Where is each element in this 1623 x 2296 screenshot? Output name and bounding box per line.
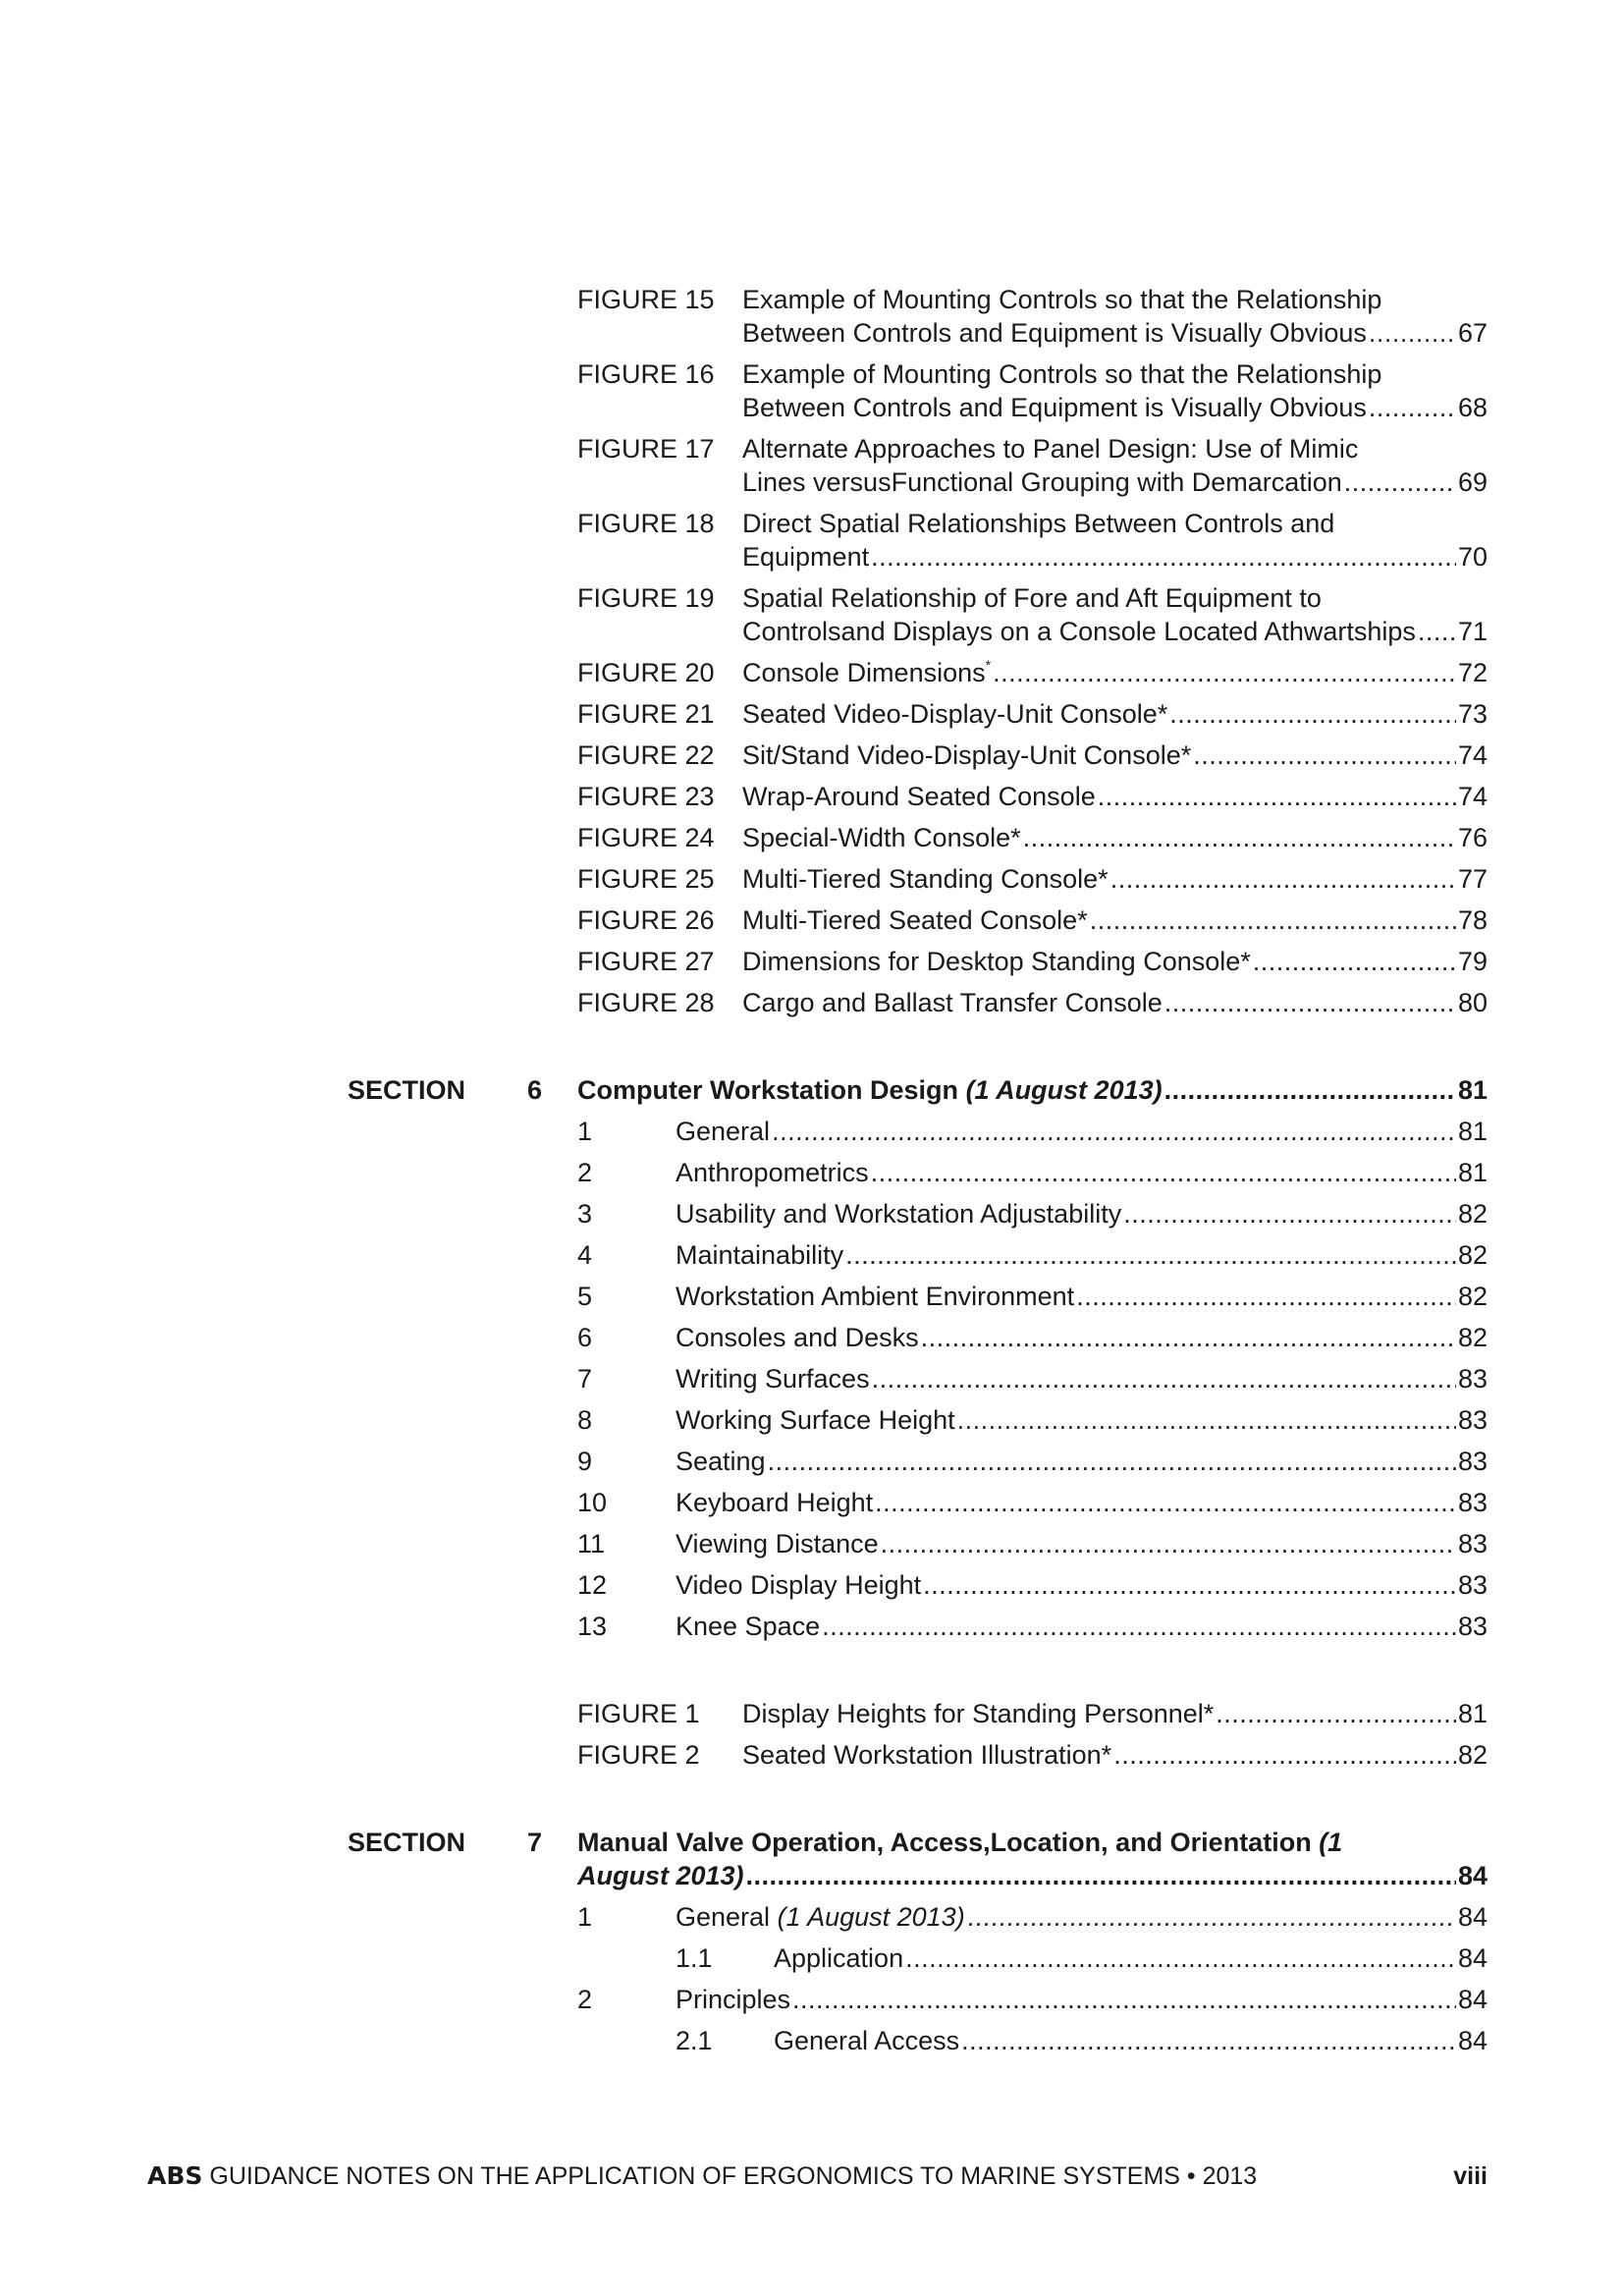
figure-title-line1: Alternate Approaches to Panel Design: Use of Mimic — [742, 434, 1359, 464]
toc-item[interactable] — [577, 1527, 1488, 1560]
toc-item[interactable] — [577, 1568, 1488, 1602]
toc-figure-entry[interactable] — [577, 656, 1488, 689]
section-date-part1: (1 — [1319, 1828, 1343, 1857]
page-number: 80 — [1457, 988, 1488, 1017]
item-number: 1 — [577, 1117, 593, 1146]
toc-item[interactable] — [577, 1610, 1488, 1643]
item-title: Consoles and Desks — [676, 1323, 919, 1352]
figure-label: FIGURE 19 — [577, 583, 715, 613]
toc-figure-entry[interactable] — [577, 738, 1488, 772]
toc-item[interactable] — [577, 1115, 1488, 1148]
item-title: Working Surface Height — [676, 1405, 955, 1435]
item-title: Writing Surfaces — [676, 1364, 870, 1394]
item-number: 9 — [577, 1447, 593, 1476]
toc-figure-entry[interactable] — [577, 1697, 1488, 1730]
item-title: Usability and Workstation Adjustability — [676, 1199, 1122, 1229]
section-date-part2: August 2013) — [577, 1861, 744, 1890]
toc-figure-entry[interactable] — [577, 780, 1488, 813]
page-number: 76 — [1457, 823, 1488, 852]
item-title: General — [676, 1902, 778, 1932]
footer-title: GUIDANCE NOTES ON THE APPLICATION OF ERGONOMICS TO MARINE SYSTEMS • 2013 — [202, 2162, 1258, 2190]
page-number: 72 — [1457, 658, 1488, 687]
page-number: 83 — [1457, 1612, 1488, 1641]
toc-figure-entry[interactable] — [577, 821, 1488, 854]
item-number: 5 — [577, 1282, 593, 1311]
toc-item[interactable] — [577, 1403, 1488, 1437]
item-title: Application — [774, 1943, 904, 1973]
page-number: 83 — [1457, 1364, 1488, 1394]
figure-label: FIGURE 26 — [577, 905, 715, 935]
item-number: 12 — [577, 1570, 608, 1600]
toc-figure-entry[interactable] — [577, 357, 1488, 424]
item-title: Viewing Distance — [676, 1529, 879, 1558]
page-number: 84 — [1457, 1985, 1488, 2014]
page-number: 67 — [1457, 318, 1488, 348]
item-title: Seating — [676, 1447, 766, 1476]
footnote-marker: * — [985, 657, 992, 673]
figure-label: FIGURE 22 — [577, 740, 715, 770]
item-title: Video Display Height — [676, 1570, 922, 1600]
figure-title: Multi-Tiered Seated Console* — [742, 905, 1088, 935]
page-number: 82 — [1457, 1323, 1488, 1352]
section-number: 7 — [527, 1828, 543, 1857]
page-number: 83 — [1457, 1447, 1488, 1476]
page-number: 68 — [1457, 393, 1488, 422]
page-number: 84 — [1457, 1943, 1488, 1973]
item-number: 1.1 — [676, 1943, 713, 1973]
page-number: 82 — [1457, 1199, 1488, 1229]
page-number: 77 — [1457, 864, 1488, 894]
toc-figure-entry[interactable] — [577, 903, 1488, 937]
figure-title-line2: Between Controls and Equipment is Visually Obvious — [742, 318, 1367, 348]
item-title: Maintainability — [676, 1240, 844, 1270]
figure-label: FIGURE 1 — [577, 1699, 700, 1728]
item-number: 6 — [577, 1323, 593, 1352]
toc-figure-entry[interactable] — [577, 945, 1488, 978]
figure-title: Multi-Tiered Standing Console* — [742, 864, 1109, 894]
figure-title: Console Dimensions — [742, 658, 986, 687]
item-number: 13 — [577, 1612, 608, 1641]
figure-label: FIGURE 18 — [577, 509, 715, 538]
figure-title-line1: Spatial Relationship of Fore and Aft Equipment to — [742, 583, 1322, 613]
page-number: 81 — [1457, 1075, 1488, 1105]
figure-title: Special-Width Console* — [742, 823, 1021, 852]
page-number: 82 — [1457, 1240, 1488, 1270]
section-title: Computer Workstation Design — [577, 1075, 959, 1105]
page-number-footer: viii — [1453, 2162, 1488, 2190]
figure-title-line1: Direct Spatial Relationships Between Controls and — [742, 509, 1335, 538]
figure-title: Display Heights for Standing Personnel* — [742, 1699, 1215, 1728]
figure-label: FIGURE 21 — [577, 699, 715, 729]
toc-figure-entry[interactable] — [577, 283, 1488, 350]
figure-title-line2: Lines versusFunctional Grouping with Demarcation — [742, 467, 1342, 497]
page-number: 83 — [1457, 1405, 1488, 1435]
figure-label: FIGURE 15 — [577, 285, 715, 314]
item-number: 3 — [577, 1199, 593, 1229]
toc-subitem[interactable] — [676, 1941, 1488, 1975]
figure-label: FIGURE 2 — [577, 1740, 700, 1770]
abs-logo-text: ABS — [147, 2161, 203, 2190]
figure-label: FIGURE 23 — [577, 782, 715, 811]
toc-figure-entry[interactable] — [577, 862, 1488, 896]
item-number: 11 — [577, 1529, 606, 1558]
toc-figure-entry[interactable] — [577, 697, 1488, 731]
figure-label: FIGURE 16 — [577, 359, 715, 389]
section-date: (1 August 2013) — [965, 1075, 1163, 1105]
item-title: Knee Space — [676, 1612, 821, 1641]
toc-subitem[interactable] — [676, 2024, 1488, 2057]
figure-label: FIGURE 20 — [577, 658, 715, 687]
figure-label: FIGURE 17 — [577, 434, 715, 464]
toc-item[interactable] — [577, 1238, 1488, 1272]
toc-figure-entry[interactable] — [577, 432, 1488, 499]
page-number: 83 — [1457, 1488, 1488, 1517]
toc-item[interactable] — [577, 1983, 1488, 2016]
page-number: 74 — [1457, 740, 1488, 770]
page-number: 71 — [1457, 617, 1488, 646]
item-title: Principles — [676, 1985, 791, 2014]
page-number: 70 — [1457, 542, 1488, 572]
page-number: 82 — [1457, 1282, 1488, 1311]
page-number: 82 — [1457, 1740, 1488, 1770]
toc-figure-entry[interactable] — [577, 1738, 1488, 1772]
item-title: Anthropometrics — [676, 1158, 869, 1187]
item-number: 2 — [577, 1985, 593, 2014]
page-footer — [147, 2160, 1488, 2192]
toc-section-heading[interactable] — [348, 1826, 1488, 1892]
section-title: Manual Valve Operation, Access,Location, and Orientation — [577, 1828, 1320, 1857]
figure-title: Seated Workstation Illustration* — [742, 1740, 1112, 1770]
toc-item[interactable] — [577, 1445, 1488, 1478]
item-number: 2.1 — [676, 2026, 713, 2055]
page-number: 73 — [1457, 699, 1488, 729]
page-number: 79 — [1457, 947, 1488, 976]
figure-title: Seated Video-Display-Unit Console* — [742, 699, 1168, 729]
figure-title-line1: Example of Mounting Controls so that the Relationship — [742, 359, 1382, 389]
page-number: 84 — [1457, 1902, 1488, 1932]
page-number: 83 — [1457, 1570, 1488, 1600]
figure-label: FIGURE 25 — [577, 864, 715, 894]
section-number: 6 — [527, 1075, 543, 1105]
item-number: 4 — [577, 1240, 593, 1270]
toc-item[interactable] — [577, 1156, 1488, 1189]
item-title: General — [676, 1117, 771, 1146]
toc-item[interactable] — [577, 1197, 1488, 1230]
figure-title: Sit/Stand Video-Display-Unit Console* — [742, 740, 1192, 770]
toc-figure-entry[interactable] — [577, 507, 1488, 574]
page-number: 81 — [1457, 1117, 1488, 1146]
page-number: 81 — [1457, 1158, 1488, 1187]
figure-label: FIGURE 24 — [577, 823, 715, 852]
item-date: (1 August 2013) — [777, 1902, 965, 1932]
figure-title: Cargo and Ballast Transfer Console — [742, 988, 1163, 1017]
figure-title: Dimensions for Desktop Standing Console* — [742, 947, 1251, 976]
figure-title-line2: Controlsand Displays on a Console Located Athwartships — [742, 617, 1416, 646]
toc-item[interactable] — [577, 1321, 1488, 1354]
figure-label: FIGURE 27 — [577, 947, 715, 976]
page-number: 69 — [1457, 467, 1488, 497]
figure-title: Wrap-Around Seated Console — [742, 782, 1096, 811]
item-number: 10 — [577, 1488, 608, 1517]
item-title: Workstation Ambient Environment — [676, 1282, 1075, 1311]
toc-item[interactable] — [577, 1362, 1488, 1395]
toc-section-heading[interactable] — [348, 1073, 1488, 1107]
page-number: 84 — [1457, 1861, 1488, 1890]
page-number: 78 — [1457, 905, 1488, 935]
toc-item[interactable] — [577, 1280, 1488, 1313]
page-number: 83 — [1457, 1529, 1488, 1558]
toc-item[interactable] — [577, 1486, 1488, 1519]
section-label: SECTION — [348, 1075, 466, 1105]
figure-label: FIGURE 28 — [577, 988, 715, 1017]
page-number: 84 — [1457, 2026, 1488, 2055]
item-title: Keyboard Height — [676, 1488, 874, 1517]
figure-title-line2: Equipment — [742, 542, 870, 572]
section-label: SECTION — [348, 1828, 466, 1857]
figure-title-line1: Example of Mounting Controls so that the Relationship — [742, 285, 1382, 314]
toc-figure-entry[interactable] — [577, 986, 1488, 1019]
item-number: 2 — [577, 1158, 593, 1187]
item-number: 8 — [577, 1405, 593, 1435]
page-number: 74 — [1457, 782, 1488, 811]
figure-title-line2: Between Controls and Equipment is Visually Obvious — [742, 393, 1367, 422]
page-number: 81 — [1457, 1699, 1488, 1728]
toc-item[interactable] — [577, 1900, 1488, 1934]
toc-figure-entry[interactable] — [577, 581, 1488, 648]
item-title: General Access — [774, 2026, 960, 2055]
item-number: 7 — [577, 1364, 593, 1394]
item-number: 1 — [577, 1902, 593, 1932]
